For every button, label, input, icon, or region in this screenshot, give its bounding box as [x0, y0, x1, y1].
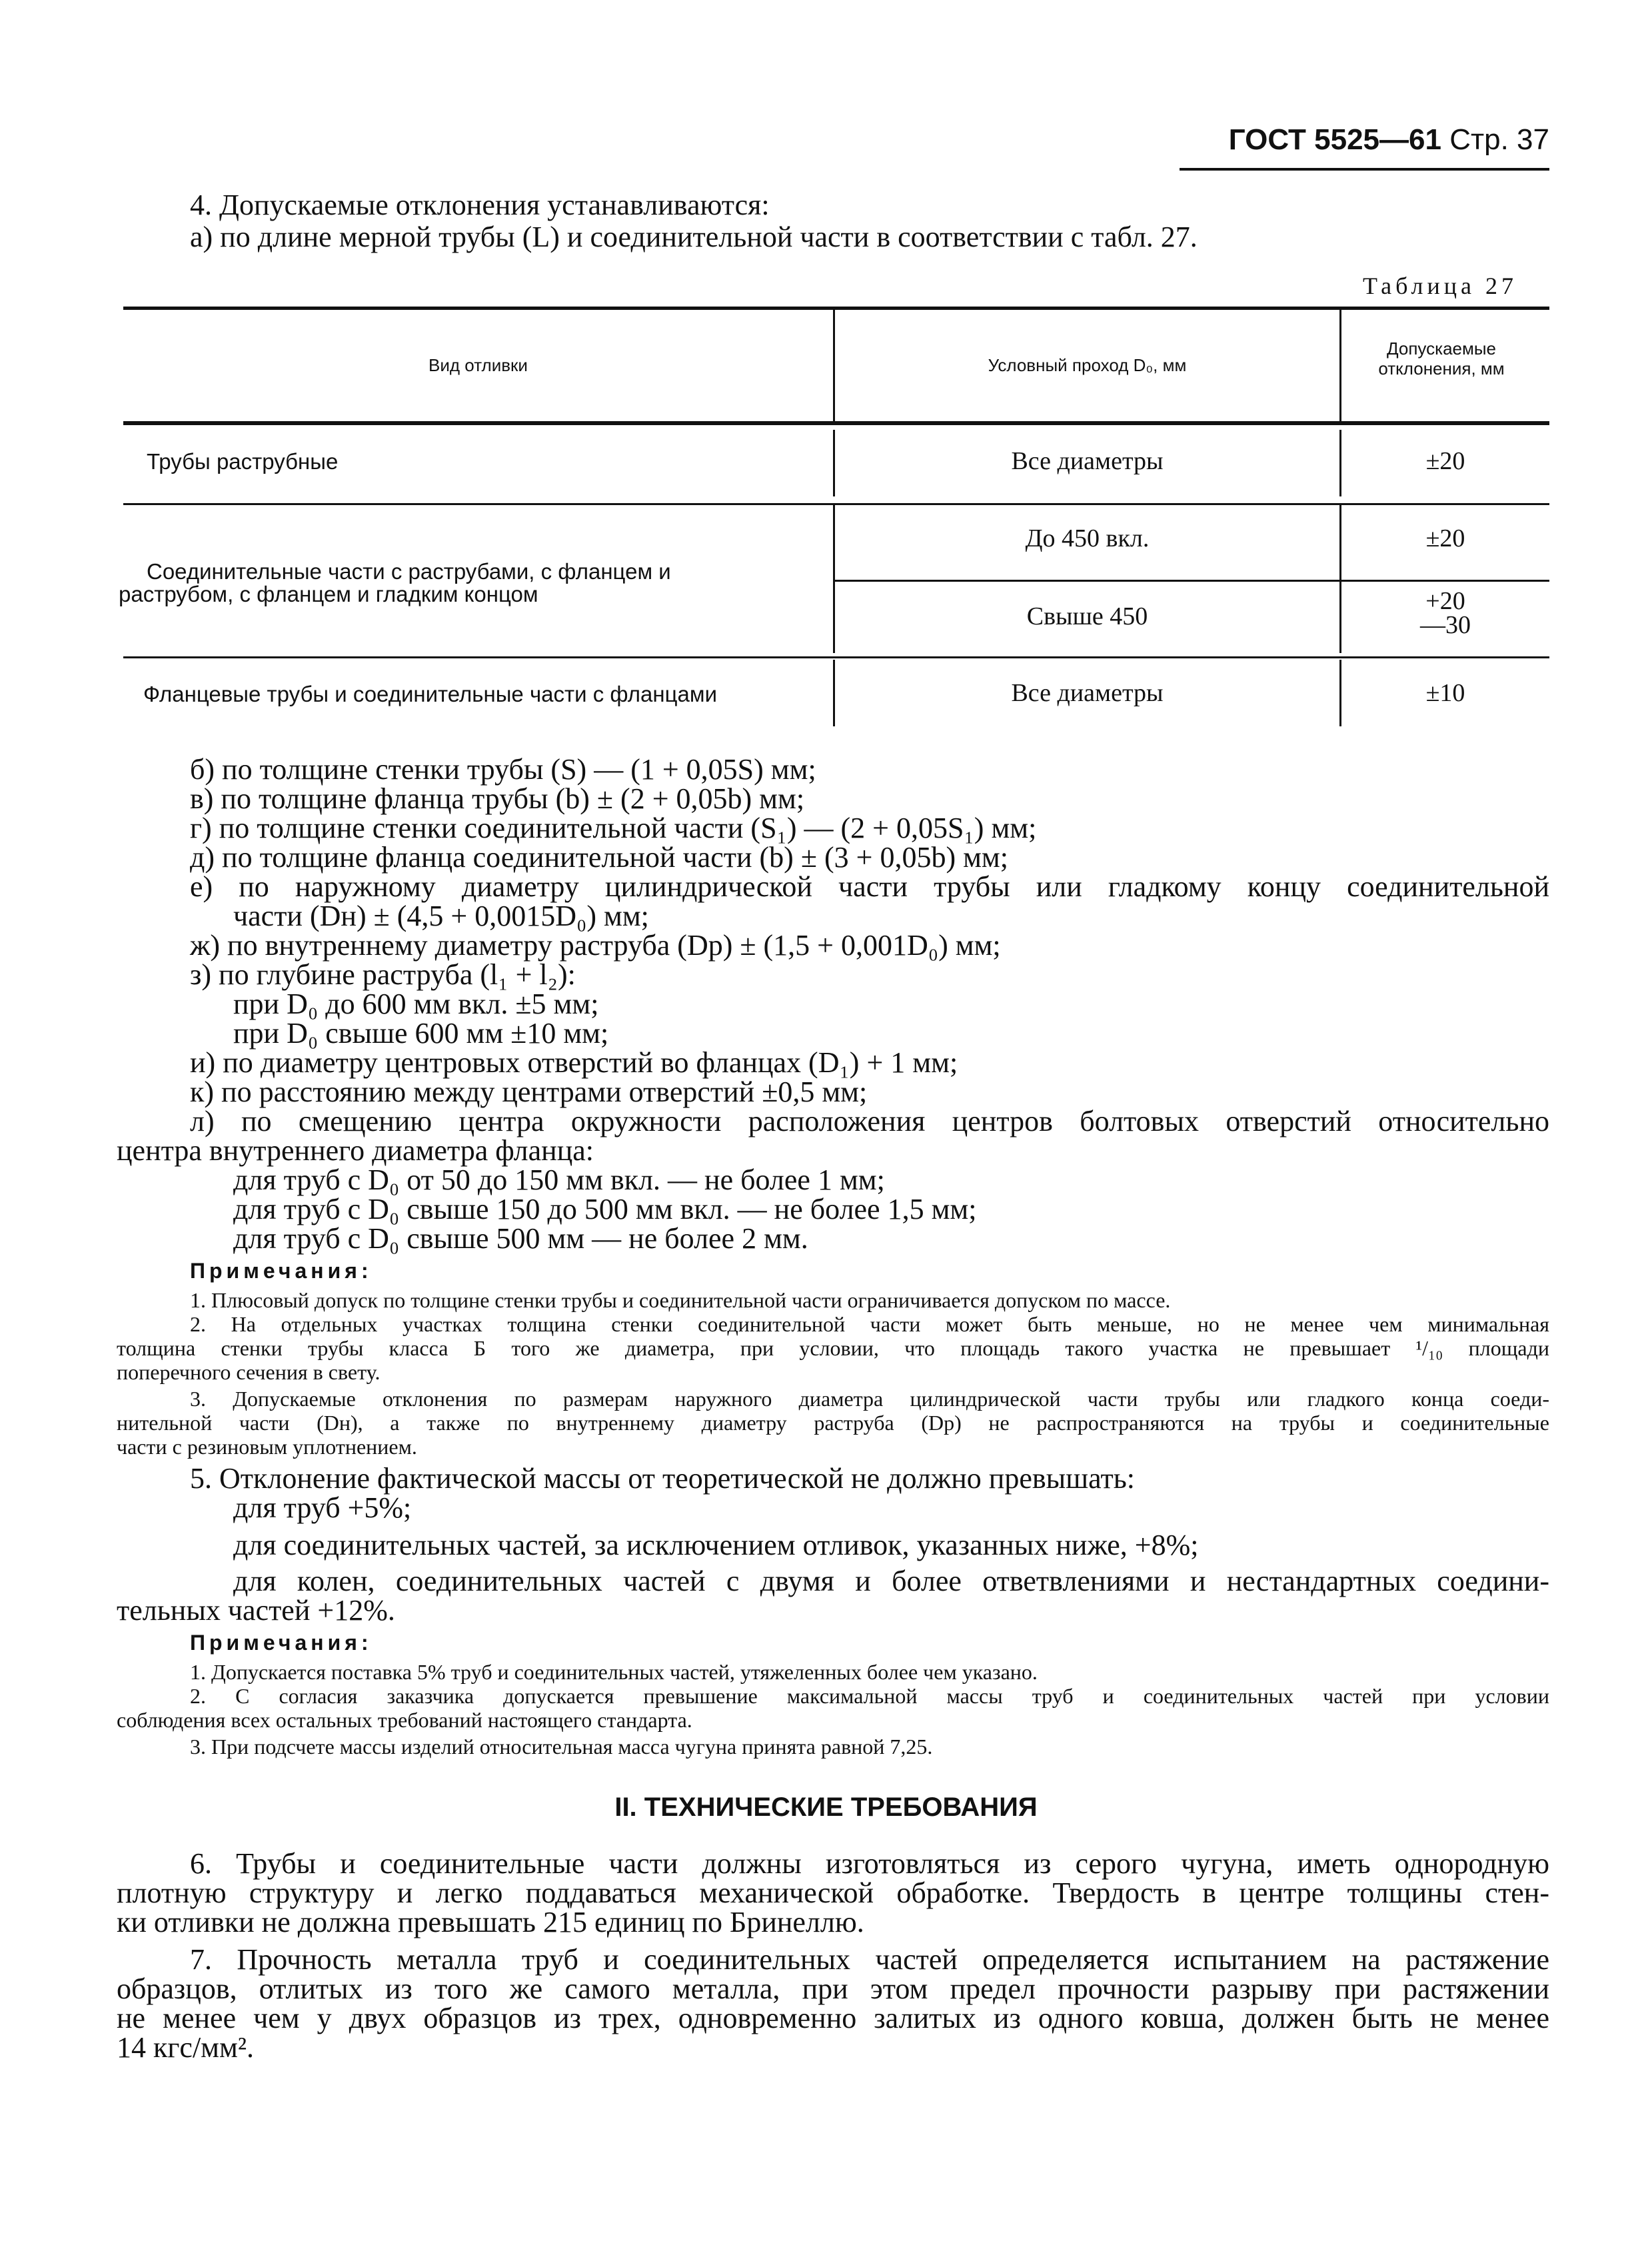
page-header	[1180, 112, 1549, 171]
clause-7: 7. Прочность металла труб и соединительных частей определяется испытанием на растяжение	[190, 1943, 1549, 1976]
note-line: 1. Плюсовый допуск по толщине стенки трубы и соединительной части ограничивается допуском по массе.	[190, 1288, 1171, 1312]
item-zh: ж) по внутреннему диаметру раструба (Dр) ± (1,5 + 0,001D₀) мм;	[190, 929, 1001, 962]
note-line: 2. С согласия заказчика допускается превышение максимальной массы труб и соединительных частей при условии	[190, 1684, 1549, 1708]
table-subrow-rule	[835, 580, 1549, 582]
table-cell-tolerance: ±20	[1425, 447, 1465, 475]
note-line: 3. Допускаемые отклонения по размерам наружного диаметра цилиндрической части трубы или гладкого конца соеди-	[190, 1387, 1549, 1411]
note-line: нительной части (Dн), а также по внутреннему диаметру раструба (Dр) не распространяются на трубы и соединительные	[117, 1411, 1549, 1435]
table-cell-tolerance	[1341, 589, 1549, 637]
tolerance-plus: +20	[1425, 587, 1465, 615]
table-header-tolerance: Допускаемые отклонения, мм	[1378, 339, 1505, 378]
table-top-rule	[123, 307, 1549, 310]
item-b: б) по толщине стенки трубы (S) — (1 + 0,05S) мм;	[190, 753, 816, 786]
item-l: л) по смещению центра окружности расположения центров болтовых отверстий относительно	[190, 1105, 1549, 1137]
note-line: соблюдения всех остальных требований настоящего стандарта.	[117, 1708, 692, 1732]
clause-5-line: для соединительных частей, за исключением отливок, указанных ниже, +8%;	[233, 1529, 1199, 1561]
item-l-cont: центра внутреннего диаметра фланца:	[117, 1134, 594, 1167]
note-line: толщина стенки трубы класса Б того же диаметра, при условии, что площадь такого участка не превышает ¹/₁₀ площади	[117, 1336, 1549, 1360]
table-cell-bore: Все диаметры	[1011, 679, 1164, 707]
section-title: II. ТЕХНИЧЕСКИЕ ТРЕБОВАНИЯ	[614, 1793, 1038, 1822]
standard-number: ГОСТ 5525—61	[1228, 123, 1441, 156]
clause-5-line: для труб +5%;	[233, 1491, 412, 1524]
table-cell-kind: Соединительные части с раструбами, с фланцем и	[147, 559, 671, 584]
table-header-kind: Вид отливки	[428, 355, 528, 375]
item-l-sub: для труб с D₀ свыше 150 до 500 мм вкл. — не более 1,5 мм;	[233, 1193, 977, 1225]
table-header-bore: Условный проход D₀, мм	[988, 355, 1187, 375]
item-g: г) по толщине стенки соединительной части (S₁) — (2 + 0,05S₁) мм;	[190, 812, 1037, 844]
table-caption: Таблица 27	[1363, 273, 1517, 299]
item-i: и) по диаметру центровых отверстий во фланцах (D₁) + 1 мм;	[190, 1046, 958, 1079]
item-l-sub: для труб с D₀ от 50 до 150 мм вкл. — не более 1 мм;	[233, 1163, 885, 1196]
table-cell-kind: раструбом, с фланцем и гладким концом	[119, 582, 538, 606]
clause-7-line: образцов, отлитых из того же самого металла, при этом предел прочности разрыву при растяжении	[117, 1972, 1549, 2005]
table-row-rule	[123, 656, 1549, 658]
item-z-sub: при D₀ свыше 600 мм ±10 мм;	[233, 1017, 609, 1050]
clause-5-line: тельных частей +12%.	[117, 1594, 395, 1627]
table-cell-tolerance: ±10	[1425, 679, 1465, 707]
table-cell-bore: Свыше 450	[1026, 602, 1148, 630]
table-row-rule	[123, 503, 1549, 505]
page-number: Стр. 37	[1449, 123, 1549, 156]
clause-7-line: не менее чем у двух образцов из трех, одновременно залитых из одного ковша, должен быть не менее	[117, 2002, 1549, 2034]
table-cell-bore: До 450 вкл.	[1025, 524, 1150, 552]
clause-4a: а) по длине мерной трубы (L) и соединительной части в соответствии с табл. 27.	[190, 221, 1198, 253]
table-cell-tolerance: ±20	[1425, 524, 1465, 552]
clause-7-line: 14 кгс/мм².	[117, 2031, 255, 2064]
table-cell-kind: Трубы раструбные	[147, 449, 339, 474]
notes-title: Примечания:	[190, 1631, 373, 1655]
note-line: 3. При подсчете массы изделий относительная масса чугуна принята равной 7,25.	[190, 1735, 933, 1759]
tolerance-minus: —30	[1420, 611, 1471, 639]
clause-6-line: плотную структуру и легко поддаваться механической обработке. Твердость в центре толщины стен-	[117, 1876, 1549, 1909]
table-cell-kind: Фланцевые трубы и соединительные части с фланцами	[143, 682, 718, 706]
note-line: части с резиновым уплотнением.	[117, 1435, 417, 1459]
note-line: 2. На отдельных участках толщина стенки соединительной части может быть меньше, но не менее чем минимальная	[190, 1312, 1549, 1336]
clause-6: 6. Трубы и соединительные части должны изготовляться из серого чугуна, иметь однородную	[190, 1847, 1549, 1880]
table-header-rule	[123, 421, 1549, 425]
clause-5-line: для колен, соединительных частей с двумя и более ответвлениями и нестандартных соедини-	[233, 1565, 1549, 1597]
item-k: к) по расстоянию между центрами отверстий ±0,5 мм;	[190, 1076, 868, 1108]
note-line: 1. Допускается поставка 5% труб и соединительных частей, утяжеленных более чем указано.	[190, 1660, 1038, 1684]
clause-5: 5. Отклонение фактической массы от теоретической не должно превышать:	[190, 1462, 1135, 1495]
note-line: поперечного сечения в свету.	[117, 1360, 381, 1384]
item-e: е) по наружному диаметру цилиндрической части трубы или гладкому концу соединительной	[190, 870, 1549, 903]
item-v: в) по толщине фланца трубы (b) ± (2 + 0,05b) мм;	[190, 782, 805, 815]
clause-6-line: ки отливки не должна превышать 215 единиц по Бринеллю.	[117, 1906, 864, 1938]
item-z-sub: при D₀ до 600 мм вкл. ±5 мм;	[233, 988, 599, 1020]
item-e-cont: части (Dн) ± (4,5 + 0,0015D₀) мм;	[233, 900, 649, 932]
item-l-sub: для труб с D₀ свыше 500 мм — не более 2 мм.	[233, 1222, 808, 1255]
clause-4: 4. Допускаемые отклонения устанавливаются:	[190, 189, 770, 221]
notes-title: Примечания:	[190, 1259, 373, 1283]
item-z: з) по глубине раструба (l₁ + l₂):	[190, 958, 576, 991]
item-d: д) по толщине фланца соединительной части (b) ± (3 + 0,05b) мм;	[190, 841, 1009, 874]
table-cell-bore: Все диаметры	[1011, 447, 1164, 475]
